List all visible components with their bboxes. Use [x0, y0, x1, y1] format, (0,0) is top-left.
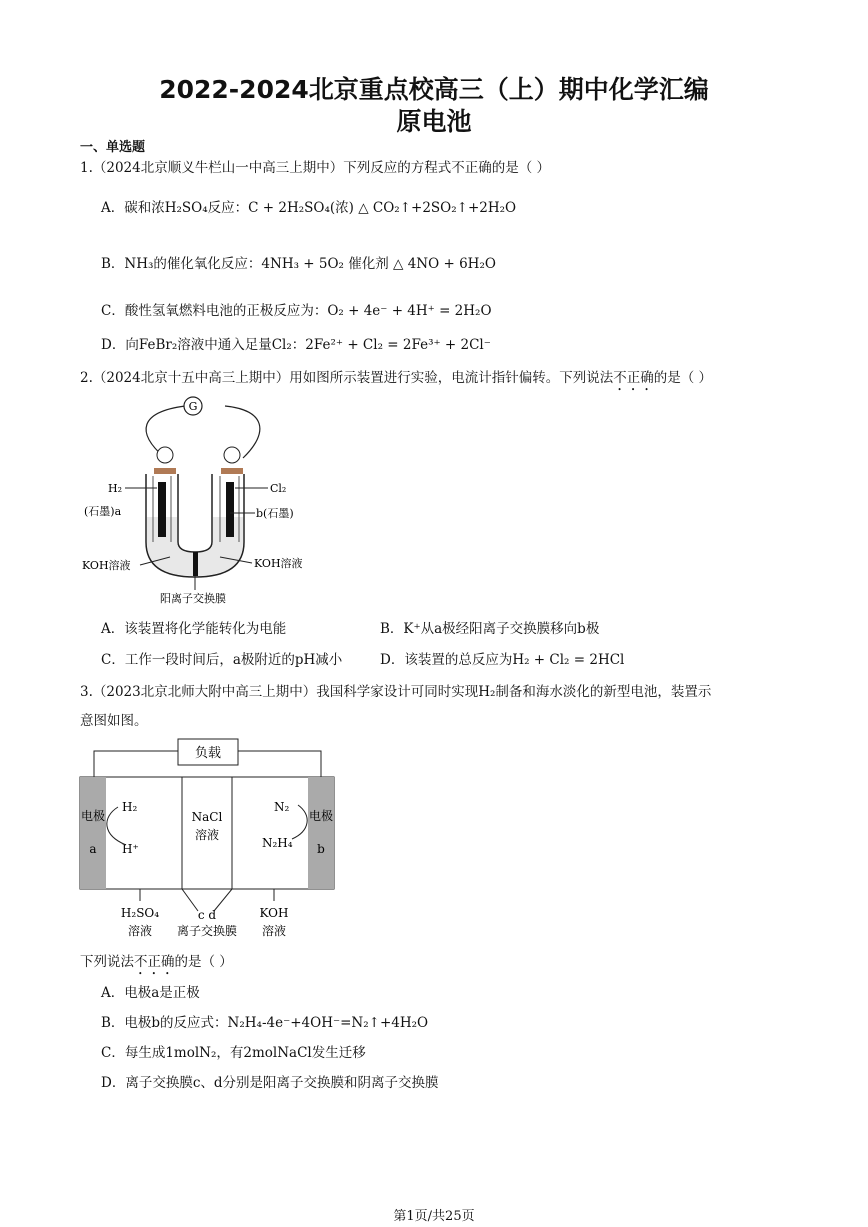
- question-2-option-d: D．该装置的总反应为H₂ + Cl₂ = 2HCl: [380, 652, 625, 668]
- electrode-b: [308, 777, 334, 889]
- question-2-option-a: A．该装置将化学能转化为电能: [101, 621, 287, 637]
- fig2-label-electrode-b: b(石墨): [256, 507, 294, 520]
- question-1-option-d: D．向FeBr₂溶液中通入足量Cl₂：2Fe²⁺ + Cl₂ = 2Fe³⁺ + 2Cl⁻: [101, 337, 491, 353]
- fig3-label-hplus: H⁺: [122, 842, 139, 856]
- u-tube-cell-figure: [80, 392, 330, 614]
- question-1-option-b: B．NH₃的催化氧化反应：4NH₃ + 5O₂ 催化剂 △ 4NO + 6H₂O: [101, 256, 496, 272]
- fig2-label-koh-left: KOH溶液: [82, 559, 131, 572]
- fig3-label-n2: N₂: [274, 800, 290, 814]
- fig3-label-n2h4: N₂H₄: [262, 836, 293, 850]
- page-footer: 第1页/共25页: [393, 1209, 475, 1224]
- page-title: 2022-2024北京重点校高三（上）期中化学汇编: [159, 75, 709, 104]
- question-3-prompt: 下列说法不正确的是（ ）: [80, 954, 233, 970]
- fig3-label-electrode-b2: b: [317, 842, 325, 856]
- fig2-label-koh-right: KOH溶液: [254, 557, 303, 570]
- question-2-stem: 2.（2024北京十五中高三上期中）用如图所示装置进行实验，电流计指针偏转。下列说法不正确的是（ ）: [80, 370, 713, 386]
- fig3-label-koh: KOH: [259, 906, 289, 920]
- fig3-label-nacl-solution: 溶液: [194, 828, 220, 842]
- fig3-label-membrane: 离子交换膜: [176, 924, 238, 938]
- fig3-label-nacl: NaCl: [191, 810, 223, 824]
- fig2-label-h2: H₂: [108, 482, 123, 495]
- fig2-label-electrode-a: (石墨)a: [84, 505, 122, 518]
- fig3-label-h2: H₂: [122, 800, 138, 814]
- fig2-label-membrane: 阳离子交换膜: [160, 592, 226, 605]
- fig3-label-electrode-b1: 电极: [308, 809, 334, 823]
- section-heading: 一、单选题: [80, 140, 146, 155]
- question-2-option-b: B．K⁺从a极经阳离子交换膜移向b极: [380, 621, 600, 637]
- fig3-label-cd: c d: [197, 908, 217, 922]
- electrode-a: [80, 777, 106, 889]
- question-1-option-a: A．碳和浓H₂SO₄反应：C + 2H₂SO₄(浓) △ CO₂↑+2SO₂↑+2H₂O: [101, 200, 517, 216]
- question-3-stem-line2: 意图如图。: [80, 713, 148, 729]
- page-subtitle: 原电池: [396, 107, 472, 136]
- question-2-option-c: C．工作一段时间后，a极附近的pH减小: [101, 652, 343, 668]
- question-1-stem: 1.（2024北京顺义牛栏山一中高三上期中）下列反应的方程式不正确的是（ ）: [80, 160, 551, 176]
- fig3-label-h2so4: H₂SO₄: [120, 906, 160, 920]
- fig3-label-h2so4-solution: 溶液: [127, 924, 153, 938]
- question-3-option-a: A．电极a是正极: [101, 985, 200, 1001]
- question-1-option-c: C．酸性氢氧燃料电池的正极反应为：O₂ + 4e⁻ + 4H⁺ = 2H₂O: [101, 303, 492, 319]
- battery-figure: [78, 735, 340, 945]
- fig3-label-koh-solution: 溶液: [261, 924, 287, 938]
- fig3-label-electrode-a2: a: [89, 842, 97, 856]
- question-3-option-c: C．每生成1molN₂，有2molNaCl发生迁移: [101, 1045, 366, 1061]
- fig2-label-cl2: Cl₂: [270, 482, 287, 495]
- question-3-option-b: B．电极b的反应式：N₂H₄-4e⁻+4OH⁻=N₂↑+4H₂O: [101, 1015, 429, 1031]
- fig3-label-electrode-a1: 电极: [80, 809, 106, 823]
- question-3-option-d: D．离子交换膜c、d分别是阳离子交换膜和阴离子交换膜: [101, 1075, 439, 1091]
- fig2-label-g: G: [188, 400, 198, 413]
- fig3-label-load: 负载: [194, 746, 222, 761]
- question-3-stem-line1: 3.（2023北京北师大附中高三上期中）我国科学家设计可同时实现H₂制备和海水淡化的新型电池，装置示: [80, 684, 712, 700]
